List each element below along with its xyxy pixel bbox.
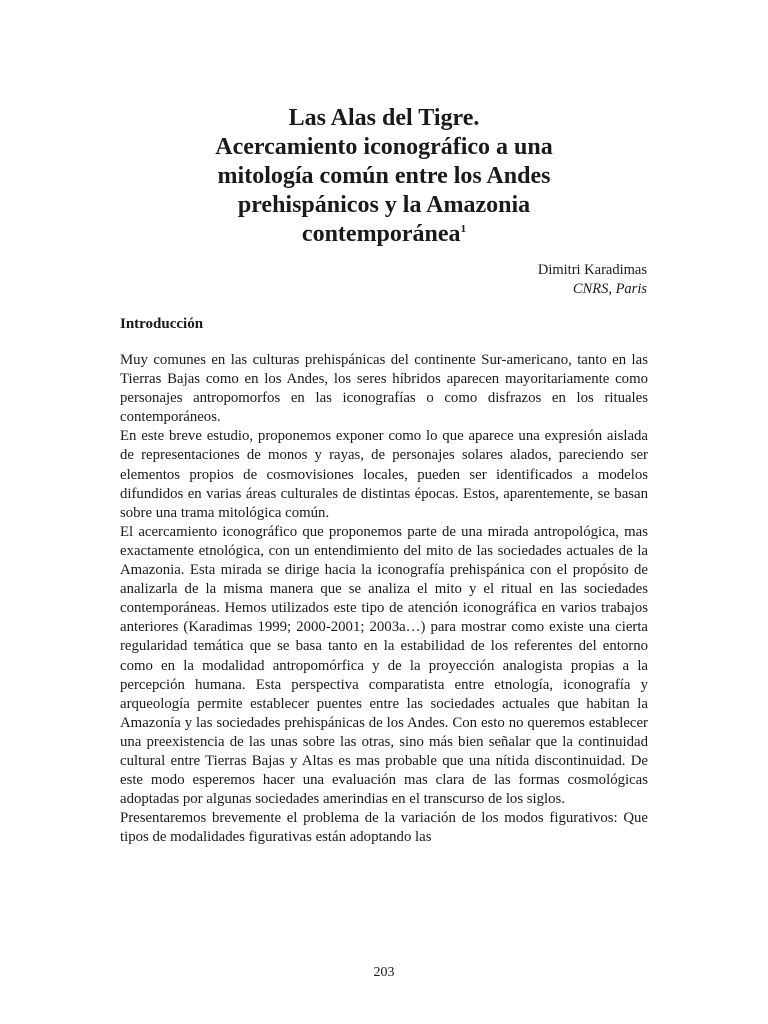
page-number: 203: [373, 965, 395, 980]
section-heading: Introducción: [120, 316, 204, 332]
title-line-4: prehispánicos y la Amazonia: [237, 192, 531, 218]
footnote-marker[interactable]: 1: [460, 223, 467, 235]
author-name: Dimitri Karadimas: [537, 262, 647, 278]
title-line-3: mitología común entre los Andes: [217, 163, 551, 189]
author-affiliation: CNRS, Paris: [572, 281, 647, 297]
title-line-1: Las Alas del Tigre.: [288, 105, 480, 131]
title-line-5: [120, 220, 648, 249]
paragraph-3: El acercamiento iconográfico que proponemos parte de una mirada antropológica, mas exactamente etnológica, con un entendimiento del mito de las sociedades actuales de la Amazonia. Esta mirada se dirige hacia la iconografía prehispánica con el propósito de analizarla de la misma manera que se analiza el mito y el ritual en las sociedades contemporáneas. Hemos utilizados este tipo de atención iconográfica en varios trabajos anteriores (Karadimas 1999; 2000-2001; 2003a…) para mostrar como existe una cierta regularidad temática que se basa tanto en la estabilidad de los referentes del entorno como en la modalidad antropomórfica y de la proyección analogista propias a la percepción humana. Esta perspectiva comparatista entre etnología, iconografía y arqueología permite establecer puentes entre las sociedades actuales que habitan la Amazonía y las sociedades prehispánicas de los Andes. Con esto no queremos establecer una preexistencia de las unas sobre las otras, sino más bien señalar que la continuidad cultural entre Tierras Bajas y Altas es mas probable que una nítida discontinuidad. De este modo esperemos hacer una evaluación mas clara de las formas cosmológicas adoptadas por algunas sociedades amerindias en el transcurso de los siglos.: [120, 523, 648, 808]
title-line-2: Acercamiento iconográfico a una: [215, 134, 553, 160]
author-block: [538, 261, 647, 299]
paragraph-4: Presentaremos brevemente el problema de la variación de los modos figurativos: Que tipos de modalidades figurativas están adoptando las: [120, 810, 648, 846]
paragraph-2: En este breve estudio, proponemos exponer como lo que aparece una expresión aislada de representaciones de monos y rayas, de personajes solares alados, pareciendo ser elementos propios de cosmovisiones locales, pueden ser identificados a modelos difundidos en varias áreas culturales de distintas épocas. Estos, aparentemente, se basan sobre una trama mitológica común.: [120, 428, 648, 521]
paragraph-1: Muy comunes en las culturas prehispánicas del continente Sur-americano, tanto en las Tierras Bajas como en los Andes, los seres híbridos aparecen mayoritariamente como personajes antropomorfos en las iconografías o como disfrazos en los rituales contemporáneos.: [120, 352, 648, 426]
title-last-word: contemporánea: [301, 221, 461, 247]
article-title: [120, 104, 648, 249]
body-text: [120, 351, 648, 847]
